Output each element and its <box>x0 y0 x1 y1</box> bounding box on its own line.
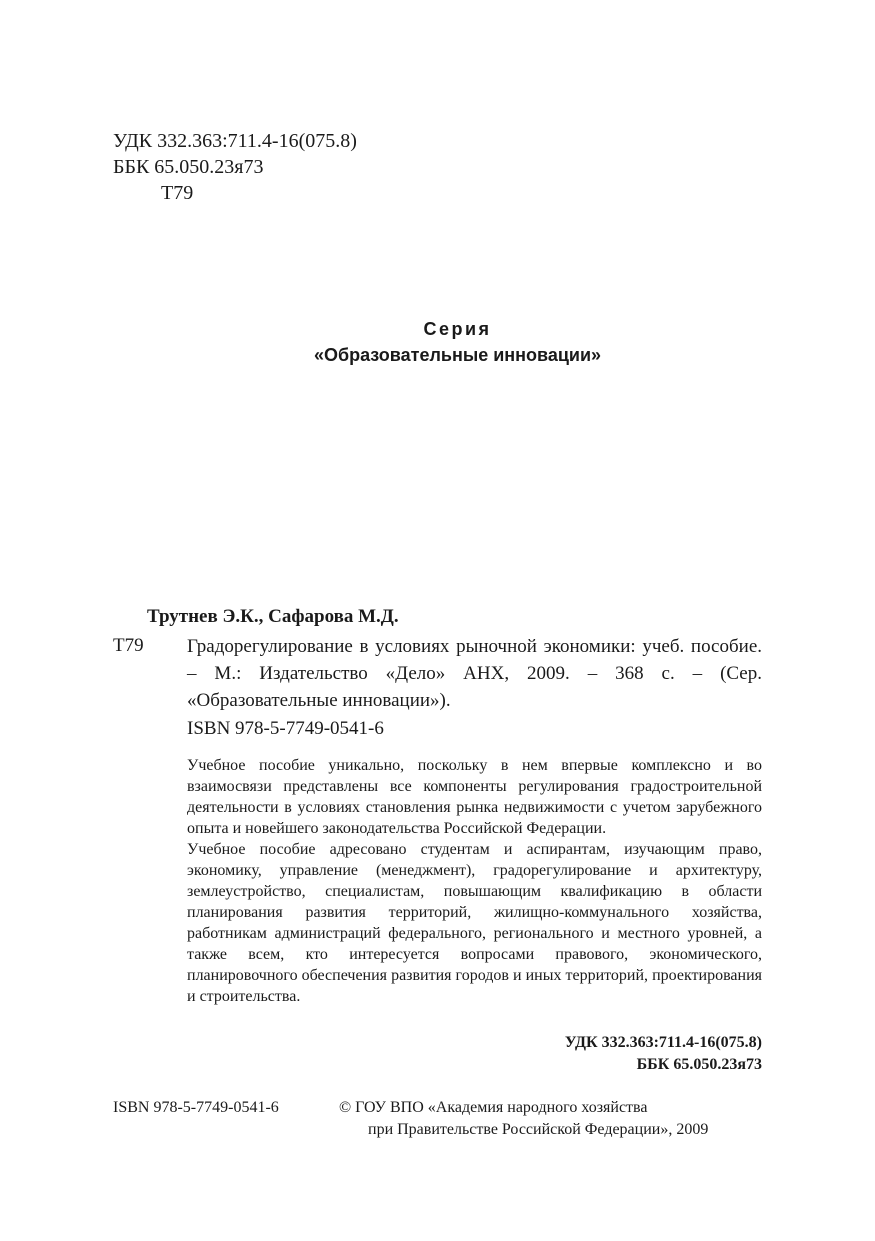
bibliographic-description: Градорегулирование в условиях рыночной экономики: учеб. пособие. – М.: Издательство «Дело» АНХ, 2009. – 368 с. – (Сер. «Образовательные инновации»). <box>187 636 762 711</box>
annotation <box>187 755 762 1007</box>
udk-code-bold: УДК 332.363:711.4-16(075.8) <box>564 1034 762 1051</box>
author-sign: Т79 <box>161 182 194 204</box>
copyright-line-2: при Правительстве Российской Федерации», 2009 <box>368 1121 709 1138</box>
series-title <box>0 316 875 368</box>
record-author-sign: Т79 <box>113 635 144 656</box>
bbk-code-bold: ББК 65.050.23я73 <box>636 1056 762 1073</box>
classification-header <box>113 128 357 206</box>
series-name: «Образовательные инновации» <box>313 345 602 365</box>
footer-isbn: ISBN 978-5-7749-0541-6 <box>113 1099 279 1116</box>
udk-code: УДК 332.363:711.4-16(075.8) <box>113 130 357 152</box>
record-isbn: ISBN 978-5-7749-0541-6 <box>187 718 384 739</box>
annotation-paragraph: Учебное пособие адресовано студентам и аспирантам, изучающим право, экономику, управление (менеджмент), градорегулирование и архитектуру, землеустройство, специалистам, повышающим квалификацию в области планирования развития территорий, жилищно-коммунального хозяйства, работникам администраций федерального, регионального и местного уровней, а также всем, кто интересуется вопросами правового, экономического, планировочного обеспечения развития городов и иных территорий, проектирования и строительства. <box>187 841 762 1005</box>
annotation-paragraph: Учебное пособие уникально, поскольку в нем впервые комплексно и во взаимосвязи представлены все компоненты регулирования градостроительной деятельности в условиях становления рынка недвижимости с учетом зарубежного опыта и новейшего законодательства Российской Федерации. <box>187 757 762 837</box>
series-label: Серия <box>423 319 492 339</box>
authors: Трутнев Э.К., Сафарова М.Д. <box>147 606 399 627</box>
bbk-code: ББК 65.050.23я73 <box>113 156 264 178</box>
copyright <box>339 1097 708 1141</box>
copyright-line-1: © ГОУ ВПО «Академия народного хозяйства <box>339 1099 648 1116</box>
classification-codes <box>565 1032 762 1076</box>
